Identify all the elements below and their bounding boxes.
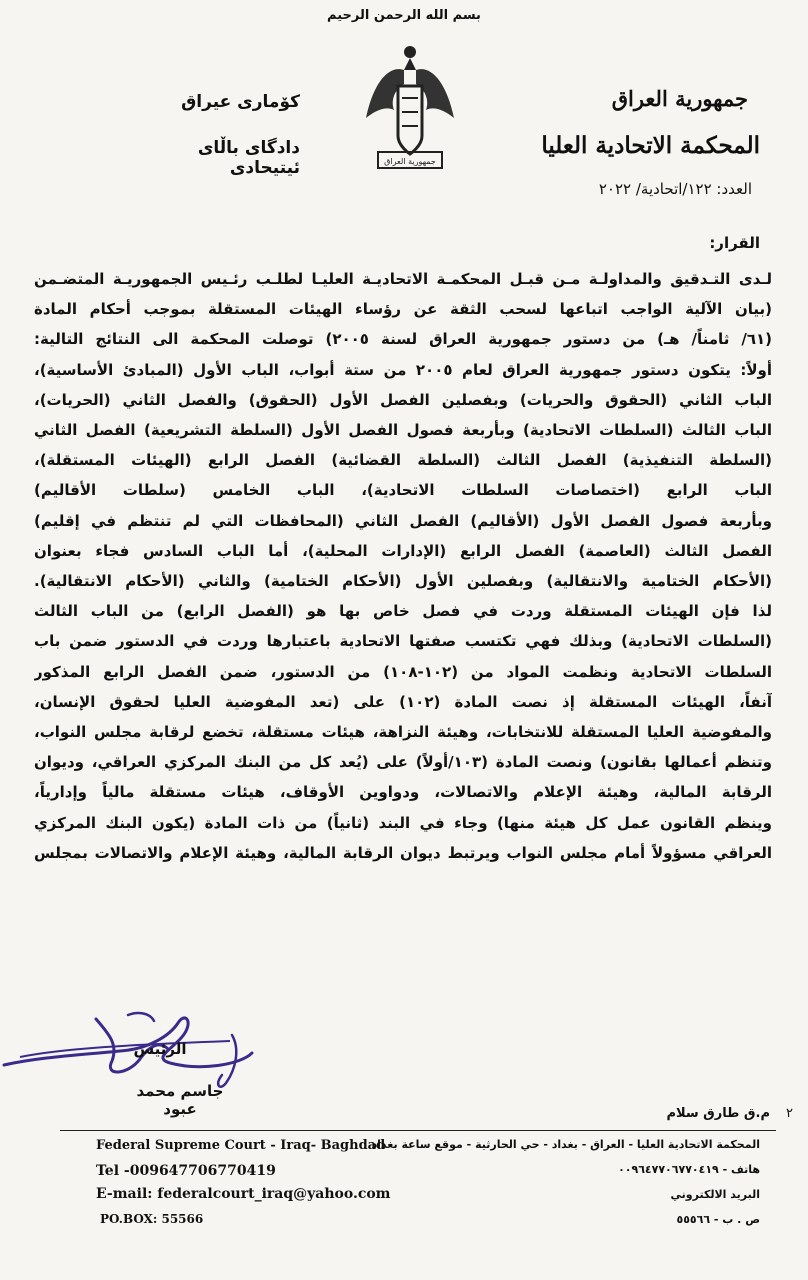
footer-divider bbox=[60, 1130, 776, 1131]
court-name-arabic: المحكمة الاتحادية العليا bbox=[541, 132, 760, 159]
footer-address-arabic: المحكمة الاتحادية العليا - العراق - بغداد - حي الحارثية - موقع ساعة بغداد bbox=[371, 1138, 760, 1151]
body-line: وتنظم أعمالها بقانون) ونصت المادة (١٠٣/أولاً) على (يُعد كل من البنك المركزي العراقي، وديوان bbox=[34, 753, 772, 772]
body-line: (السلطات الاتحادية) وبذلك فهي تكتسب صفتها الاتحادية باعتبارها وردت في الدستور ضمن باب bbox=[34, 632, 772, 651]
footer-email-english: E-mail: federalcourt_iraq@yahoo.com bbox=[96, 1186, 391, 1202]
iraq-eagle-emblem bbox=[360, 40, 460, 185]
country-name-arabic: جمهورية العراق bbox=[611, 86, 748, 111]
body-line: أولاً: يتكون دستور جمهورية العراق لعام ٢٠٠٥ من ستة أبواب، الباب الأول (المبادئ الأساسية)، bbox=[34, 360, 772, 379]
court-name-kurdish: دادگای باڵای ئیتیحادی bbox=[197, 138, 300, 178]
decision-label: القرار: bbox=[709, 234, 760, 252]
body-line: الرقابة المالية، وهيئة الإعلام والاتصالات، ودواوين الأوقاف، هيئات مستقلة مالياً وإدارياً، bbox=[34, 783, 772, 802]
case-number: العدد: ١٢٢/اتحادية/ ٢٠٢٢ bbox=[598, 180, 752, 198]
decision-body bbox=[34, 264, 772, 868]
president-title: الرئيس bbox=[133, 1040, 187, 1058]
body-line: (بيان الآلية الواجب اتباعها لسحب الثقة عن رؤساء الهيئات المستقلة بموجب أحكام المادة bbox=[34, 300, 772, 319]
body-line: والمفوضية العليا المستقلة للانتخابات، وهيئة النزاهة، هيئات مستقلة، تخضع لرقابة مجلس النواب، bbox=[34, 723, 772, 742]
body-line: الباب الثاني (الحقوق والحريات) وبفصلين الفصل الأول (الحقوق) والفصل الثاني (الحريات)، bbox=[34, 390, 772, 409]
body-line: السلطات الاتحادية ونظمت المواد من (١٠٢-١٠٨) من الدستور، ضمن الفصل الرابع المذكور bbox=[34, 662, 772, 681]
page-number: ٢ bbox=[786, 1106, 793, 1121]
footer-pobox-english: PO.BOX: 55566 bbox=[100, 1212, 204, 1226]
body-line: الفصل الثالث (العاصمة) الفصل الرابع (الإدارات المحلية)، أما الباب السادس فجاء بعنوان bbox=[34, 541, 772, 560]
body-line: وينظم القانون عمل كل هيئة منها) وجاء في البند (ثانياً) من ذات المادة (يكون البنك المركزي bbox=[34, 813, 772, 832]
body-line: لذا فإن الهيئات المستقلة وردت في فصل خاص بها هو (الفصل الرابع) من الباب الثالث bbox=[34, 602, 772, 621]
footer-email-arabic: البريد الالكتروني bbox=[670, 1188, 760, 1201]
country-name-kurdish: كۆمارى عيراق bbox=[181, 92, 300, 112]
footer-phone-english: Tel -009647706770419 bbox=[96, 1163, 276, 1179]
body-line: وبأربعة فصول الفصل الأول (الأقاليم) الفصل الثاني (المحافظات التي لم تنتظم في إقليم) bbox=[34, 511, 772, 530]
emblem-caption: جمهورية العراق bbox=[384, 157, 436, 166]
body-line: لـدى التـدقيق والمداولـة مـن قبـل المحكمـة الاتحاديـة العليـا لطلـب رئـيس الجمهوريـة المتضـمن bbox=[34, 270, 772, 288]
body-line: العراقي مسؤولاً أمام مجلس النواب ويرتبط ديوان الرقابة المالية، وهيئة الإعلام والاتصالات بمجلس bbox=[34, 843, 772, 862]
body-line: (السلطة التنفيذية) الفصل الثالث (السلطة القضائية) الفصل الرابع (الهيئات المستقلة)، bbox=[34, 451, 772, 470]
body-line: آنفاً، الهيئات المستقلة إذ نصت المادة (١٠٢) على (تعد المفوضية العليا لحقوق الإنسان، bbox=[34, 692, 772, 711]
body-line: الباب الثالث (السلطات الاتحادية) وبأربعة فصول الفصل الأول (السلطة التشريعية) الفصل الثاني bbox=[34, 421, 772, 440]
footer-pobox-arabic: ص . ب - ٥٥٥٦٦ bbox=[676, 1213, 760, 1226]
basmala: بسم الله الرحمن الرحيم bbox=[327, 8, 481, 23]
footer-court-english: Federal Supreme Court - Iraq- Baghdad bbox=[96, 1138, 386, 1153]
body-line: الباب الرابع (اختصاصات السلطات الاتحادية)، الباب الخامس (سلطات الأقاليم) bbox=[34, 481, 772, 500]
body-line: (٦١/ ثامناً/ هـ) من دستور جمهورية العراق لسنة ٢٠٠٥) توصلت المحكمة الى النتائج التالية: bbox=[34, 330, 772, 349]
footer-phone-arabic: هاتف - ٠٠٩٦٤٧٧٠٦٧٧٠٤١٩ bbox=[618, 1163, 760, 1176]
clerk-name: م.ق طارق سلام bbox=[666, 1106, 770, 1121]
body-line: (الأحكام الختامية والانتقالية) وبفصلين الأول (الأحكام الختامية) والثاني (الأحكام الانتقالية). bbox=[34, 572, 772, 591]
president-name: جاسم محمد عبود bbox=[136, 1082, 224, 1118]
